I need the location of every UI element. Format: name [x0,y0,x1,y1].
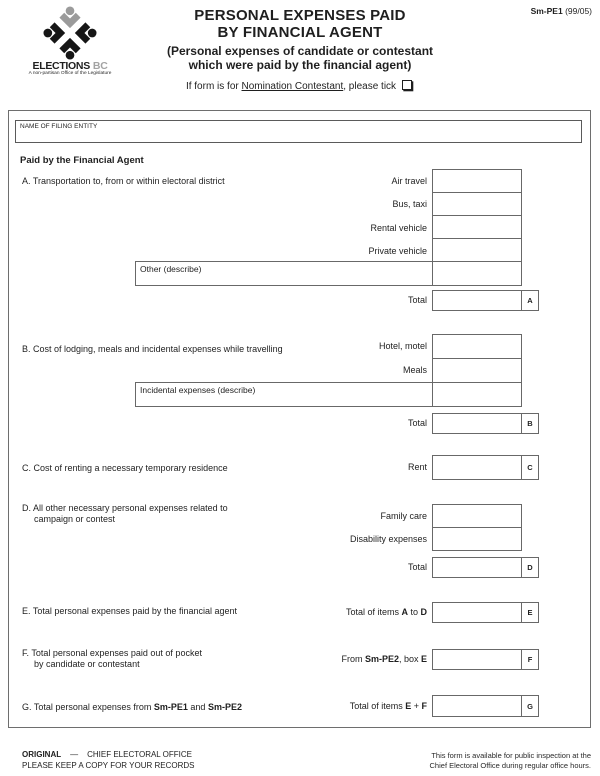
hotel-motel-input[interactable] [432,334,522,359]
logo-org: ELECTIONS [32,60,90,72]
g-right-bold-2: F [421,701,427,711]
incidental-expenses-amount-input[interactable] [432,383,521,406]
title-line-1: PERSONAL EXPENSES PAID [194,7,406,24]
section-e-right-label [346,607,427,618]
hotel-motel-label: Hotel, motel [378,341,427,351]
elections-bc-emblem-icon [41,6,99,60]
section-f-label-line2: by candidate or contestant [34,659,140,669]
section-f-right-label [341,654,427,665]
g-label-text-1: G. Total personal expenses from [22,702,154,712]
footer-dash: — [70,750,79,759]
e-right-text-1: Total of items [345,607,402,617]
family-care-label: Family care [380,511,427,521]
section-a-total-input[interactable] [432,290,522,311]
subtitle-line-2: which were paid by the financial agent) [188,58,412,72]
rent-label: Rent [407,462,427,472]
bus-taxi-label: Bus, taxi [392,199,427,209]
form-code [531,6,592,16]
incidental-expenses-row [135,382,522,407]
bus-taxi-input[interactable] [432,192,522,216]
section-d-total-input[interactable] [432,557,522,578]
box-letter-a: A [521,290,539,311]
section-b-label: B. Cost of lodging, meals and incidental expenses while travelling [22,344,283,354]
private-vehicle-input[interactable] [432,238,522,262]
section-a-label: A. Transportation to, from or within electoral district [22,176,225,186]
rental-vehicle-label: Rental vehicle [370,223,427,233]
nomination-tick-line [110,80,490,92]
subtitle-line-1: (Personal expenses of candidate or contestant [166,44,434,58]
title-line-2: BY FINANCIAL AGENT [217,24,383,41]
section-a-total-label: Total [407,295,427,305]
name-of-filing-entity-input[interactable] [15,120,582,143]
tick-text-1: If form is for [185,81,242,92]
footer-original-line [22,750,195,761]
box-letter-g: G [521,695,539,717]
section-d-label-line2: campaign or contest [34,514,116,524]
rental-vehicle-input[interactable] [432,215,522,239]
footer-right [430,751,591,771]
other-describe-label: Other (describe) [140,264,202,274]
other-describe-input[interactable] [136,262,432,285]
section-g-right-label [350,701,427,712]
section-d-label [22,503,228,525]
rent-input[interactable] [432,455,522,480]
e-right-bold-1: A [401,607,408,617]
form-code-version: (99/05) [562,6,592,16]
section-g-total-input[interactable] [432,695,522,717]
name-of-filing-entity-label: NAME OF FILING ENTITY [20,123,98,130]
section-f-label-line1: F. Total personal expenses paid out of pocket [22,648,202,658]
tick-underlined-text: Nomination Contestant [241,81,344,92]
g-label-text-2: and [187,702,208,712]
elections-bc-logo [16,6,124,77]
incidental-expenses-label: Incidental expenses (describe) [140,385,256,395]
g-right-text-2: + [411,701,422,711]
disability-expenses-input[interactable] [432,527,522,551]
box-letter-e: E [521,602,539,623]
footer-inspection-line1: This form is available for public inspection at the [431,751,591,760]
section-c-label: C. Cost of renting a necessary temporary residence [22,463,228,473]
box-letter-b: B [521,413,539,434]
air-travel-label: Air travel [391,176,427,186]
meals-input[interactable] [432,358,522,383]
logo-region: BC [92,60,108,72]
logo-wordmark [16,61,124,71]
page-title [110,7,490,41]
section-e-label: E. Total personal expenses paid by the financial agent [22,606,237,616]
section-d-label-line1: D. All other necessary personal expenses related to [22,503,228,513]
meals-label: Meals [402,365,427,375]
private-vehicle-label: Private vehicle [368,246,427,256]
form-code-id: Sm-PE1 [530,6,563,16]
air-travel-input[interactable] [432,169,522,193]
section-f-label [22,648,202,670]
f-right-text-1: From [341,654,365,664]
paid-by-financial-agent-heading: Paid by the Financial Agent [20,155,144,166]
footer-left [22,750,195,771]
logo-tagline: A non-partisan Office of the Legislature [28,71,112,76]
g-label-bold-2: Sm-PE2 [207,702,242,712]
page-subtitle [110,44,490,72]
e-right-bold-2: D [420,607,427,617]
box-letter-c: C [521,455,539,480]
footer-inspection-line2: Chief Electoral Office during regular office hours. [429,761,591,770]
disability-expenses-label: Disability expenses [349,534,427,544]
g-label-bold-1: Sm-PE1 [153,702,188,712]
box-letter-f: F [521,649,539,670]
section-e-total-input[interactable] [432,602,522,623]
footer-keep-copy: PLEASE KEEP A COPY FOR YOUR RECORDS [22,760,195,770]
f-right-text-2: , box [398,654,421,664]
g-right-text-1: Total of items [349,701,406,711]
g-right-bold-1: E [405,701,412,711]
tick-text-2: , please tick [343,81,397,92]
f-right-bold-2: E [420,654,427,664]
section-d-total-label: Total [407,562,427,572]
nomination-contestant-checkbox[interactable] [402,80,412,90]
footer-chief-electoral-office: CHIEF ELECTORAL OFFICE [87,750,193,759]
family-care-input[interactable] [432,504,522,528]
section-b-total-input[interactable] [432,413,522,434]
section-b-total-label: Total [407,418,427,428]
section-g-label [22,702,242,713]
e-right-text-2: to [407,607,421,617]
other-amount-input[interactable] [432,262,521,285]
box-letter-d: D [521,557,539,578]
section-f-total-input[interactable] [432,649,522,670]
incidental-expenses-describe-input[interactable] [136,383,432,406]
other-describe-row [135,261,522,286]
footer-original: ORIGINAL [22,750,62,759]
f-right-bold-1: Sm-PE2 [364,654,399,664]
